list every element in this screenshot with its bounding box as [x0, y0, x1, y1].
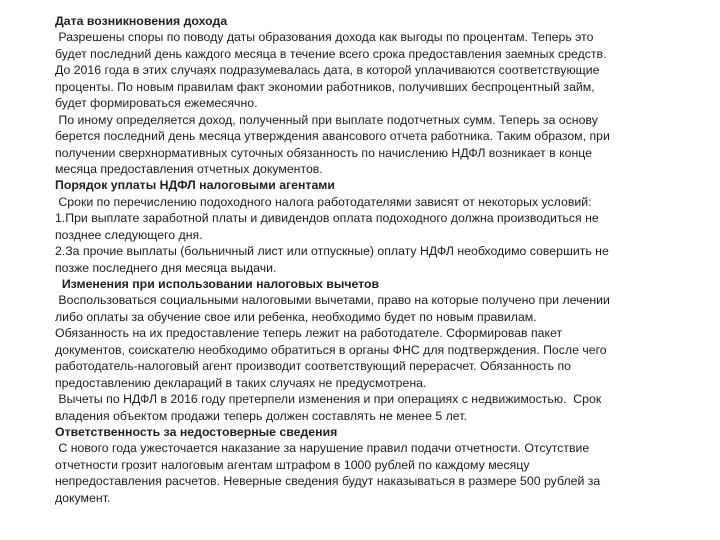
paragraph-line: берется последний день месяца утверждения авансового отчета работника. Таким образом, при	[55, 129, 610, 144]
paragraph-line: Разрешены споры по поводу даты образования дохода как выгоды по процентам. Теперь это	[55, 30, 594, 45]
paragraph-line: предоставлению деклараций в таких случаях не предусмотрена.	[55, 375, 427, 390]
paragraph-line: С нового года ужесточается наказание за нарушение правил подачи отчетности. Отсутствие	[55, 441, 590, 456]
paragraph-line: позже последнего дня месяца выдачи.	[55, 260, 277, 275]
paragraph-line: непредоставления расчетов. Неверные сведения будут наказываться в размере 500 рублей за	[55, 474, 601, 489]
paragraph-line: Обязанность на их предоставление теперь лежит на работодателе. Сформировав пакет	[55, 326, 563, 341]
paragraph-line: 2.За прочие выплаты (больничный лист или отпускные) оплату НДФЛ необходимо совершить не	[55, 244, 609, 259]
paragraph-line: Вычеты по НДФЛ в 2016 году претерпели изменения и при операциях с недвижимостью. Срок	[55, 392, 602, 407]
paragraph-line: либо оплаты за обучение свое или ребенка, необходимо будет по новым правилам.	[55, 309, 537, 324]
paragraph-line: документов, соискателю необходимо обратиться в органы ФНС для подтверждения. После чего	[55, 342, 607, 357]
paragraph-line: проценты. По новым правилам факт экономии работников, получивших беспроцентный займ,	[55, 79, 595, 94]
paragraph-line: будет последний день каждого месяца в течение всего срока предоставления заемных средств.	[55, 46, 607, 61]
section-heading: Изменения при использовании налоговых вычетов	[55, 277, 380, 291]
paragraph-line: До 2016 года в этих случаях подразумевалась дата, в которой уплачиваются соответствующие	[55, 63, 600, 78]
paragraph-line: работодатель-налоговый агент производит соответствующий перерасчет. Обязанность по	[55, 359, 571, 374]
document-body	[55, 13, 700, 506]
paragraph-line: отчетности грозит налоговым агентам штрафом в 1000 рублей по каждому месяцу	[55, 457, 530, 472]
paragraph-line: Воспользоваться социальными налоговыми вычетами, право на которые получено при лечении	[55, 293, 610, 308]
paragraph-line: позднее следующего дня.	[55, 227, 203, 242]
section-heading: Порядок уплаты НДФЛ налоговыми агентами	[55, 178, 335, 193]
paragraph-line: владения объектом продажи теперь должен составлять не менее 5 лет.	[55, 408, 467, 423]
paragraph-line: Сроки по перечислению подоходного налога работодателями зависят от некоторых условий:	[55, 194, 592, 209]
paragraph-line: По иному определяется доход, полученный при выплате подотчетных сумм. Теперь за основу	[55, 112, 598, 127]
paragraph-line: будет формироваться ежемесячно.	[55, 96, 258, 111]
paragraph-line: месяца предоставления отчетных документов.	[55, 161, 323, 176]
paragraph-line: получении сверхнормативных суточных обязанность по начислению НДФЛ возникает в конце	[55, 145, 593, 160]
paragraph-line: 1.При выплате заработной платы и дивидендов оплата подоходного должна производиться не	[55, 211, 599, 226]
paragraph-line: документ.	[55, 490, 111, 505]
section-heading: Дата возникновения дохода	[55, 14, 228, 28]
section-heading: Ответственность за недостоверные сведения	[55, 424, 338, 439]
